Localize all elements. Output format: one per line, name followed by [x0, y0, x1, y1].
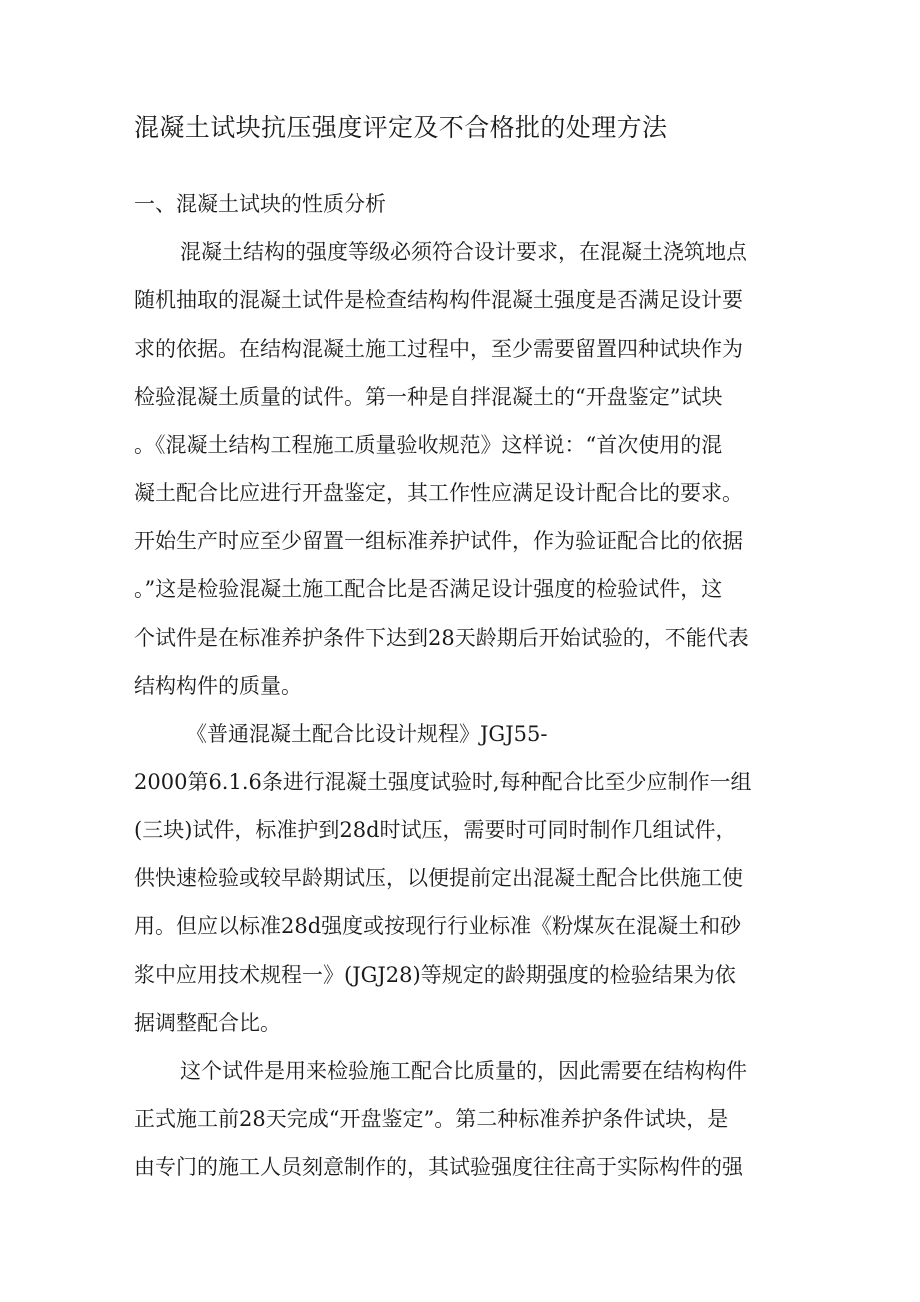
section-heading: 一、混凝土试块的性质分析 — [134, 192, 386, 216]
text-line: 随机抽取的混凝土试件是检查结构构件混凝土强度是否满足设计要 — [134, 288, 743, 312]
text-line: 2000第6.1.6条进行混凝土强度试验时,每种配合比至少应制作一组 — [134, 770, 752, 794]
text-line: 浆中应用技术规程一》(JGJ28)等规定的龄期强度的检验结果为依 — [134, 963, 736, 987]
text-line: 这个试件是用来检验施工配合比质量的，因此需要在结构构件 — [180, 1059, 747, 1083]
text-line: 凝土配合比应进行开盘鉴定，其工作性应满足设计配合比的要求。 — [134, 481, 743, 505]
document-title: 混凝土试块抗压强度评定及不合格批的处理方法 — [134, 113, 668, 142]
text-line: 开始生产时应至少留置一组标准养护试件，作为验证配合比的依据 — [134, 529, 743, 553]
text-line: 混凝土结构的强度等级必须符合设计要求，在混凝土浇筑地点 — [180, 240, 747, 264]
text-line: 《普通混凝土配合比设计规程》JGJ55- — [186, 722, 548, 746]
text-line: 正式施工前28天完成“开盘鉴定”。第二种标准养护条件试块，是 — [134, 1107, 729, 1131]
text-line: 用。但应以标准28d强度或按现行行业标准《粉煤灰在混凝土和砂 — [134, 914, 742, 938]
text-line: 据调整配合比。 — [134, 1011, 281, 1035]
text-line: 由专门的施工人员刻意制作的，其试验强度往往高于实际构件的强 — [134, 1155, 743, 1179]
text-line: 供快速检验或较早龄期试压，以便提前定出混凝土配合比供施工使 — [134, 866, 743, 890]
text-line: (三块)试件，标准护到28d时试压，需要时可同时制作几组试件， — [134, 818, 737, 842]
text-line: 。”这是检验混凝土施工配合比是否满足设计强度的检验试件，这 — [134, 577, 723, 601]
text-line: 结构构件的质量。 — [134, 674, 302, 698]
text-line: 。《混凝土结构工程施工质量验收规范》这样说：“首次使用的混 — [134, 433, 723, 457]
text-line: 检验混凝土质量的试件。第一种是自拌混凝土的“开盘鉴定”试块 — [134, 385, 723, 409]
text-line: 求的依据。在结构混凝土施工过程中，至少需要留置四种试块作为 — [134, 337, 743, 361]
text-line: 个试件是在标准养护条件下达到28天龄期后开始试验的，不能代表 — [134, 626, 749, 650]
